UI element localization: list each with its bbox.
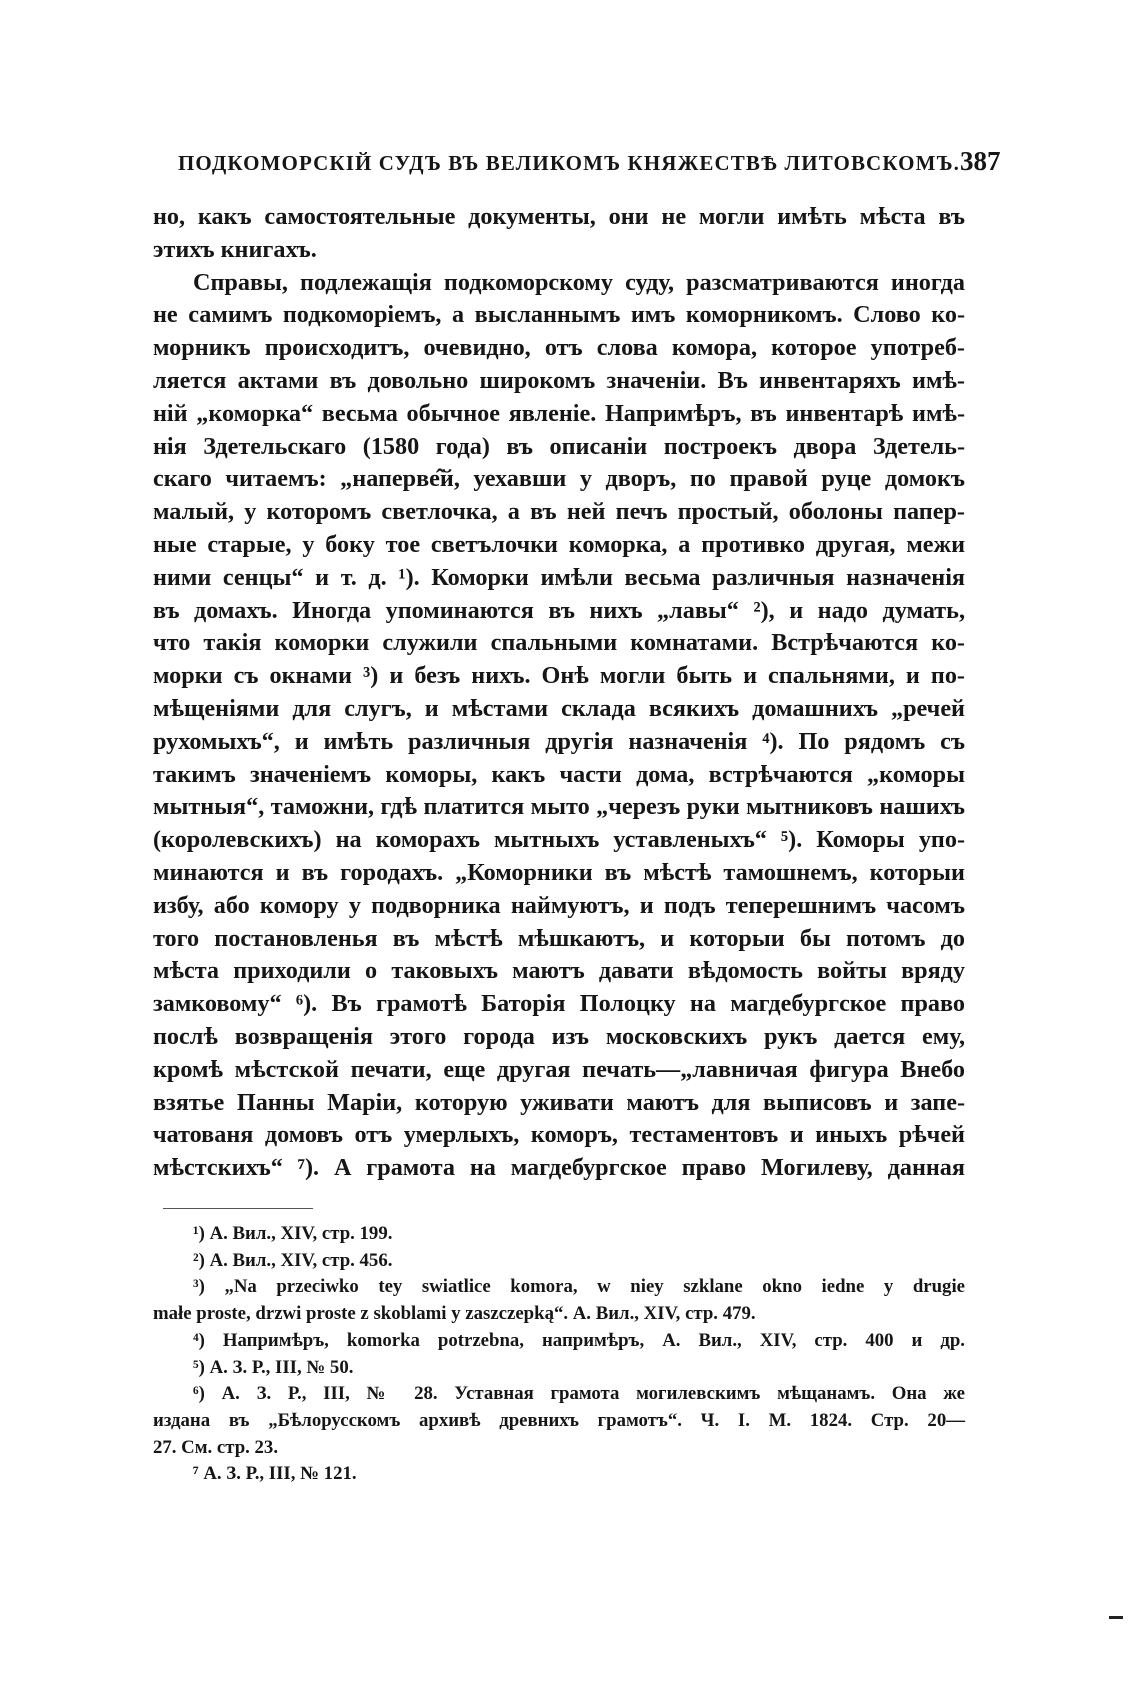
text-line: кромѣ мѣстской печати, еще другая печать—„лавничая фигура Внебо [153, 1055, 965, 1083]
footnote: ⁶) А. З. Р., III, № 28. Уставная грамота могилевскимъ мѣщанамъ. Она же [193, 1383, 965, 1405]
footnote: 27. См. стр. 23. [153, 1436, 279, 1458]
text-line: избу, або комору у подворника наймуютъ, и подъ теперешнимъ часомъ [153, 891, 965, 919]
footnote: ⁷ А. З. Р., III, № 121. [193, 1463, 357, 1485]
page-edge-mark [1109, 1616, 1123, 1619]
text-line: послѣ возвращенія этого города изъ московскихъ рукъ дается ему, [153, 1022, 965, 1050]
text-line: рухомыхъ“, и имѣть различныя другія назначенія ⁴). По рядомъ съ [153, 727, 965, 755]
text-line: нія Здетельскаго (1580 года) въ описаніи построекъ двора Здетель- [153, 432, 965, 460]
footnote: ²) А. Вил., XIV, стр. 456. [193, 1249, 393, 1271]
text-line: малый, у которомъ светлочка, а въ ней печъ простый, оболоны папер- [153, 498, 965, 526]
text-line: морки съ окнами ³) и безъ нихъ. Онѣ могли быть и спальнями, и по- [153, 662, 965, 690]
text-line: этихъ книгахъ. [153, 235, 317, 263]
text-line: ній „коморка“ весьма обычное явленіе. Напримѣръ, въ инвентарѣ имѣ- [153, 399, 965, 427]
footnotes [153, 1221, 965, 1488]
footnote: małe proste, drzwi proste z skoblami y zaszczepką“. А. Вил., XIV, стр. 479. [153, 1303, 756, 1325]
text-line: ними сенцы“ и т. д. ¹). Коморки имѣли весьма различныя назначенія [153, 563, 965, 591]
text-line: того постановленья въ мѣстѣ мѣшкаютъ, и которыи бы потомъ до [153, 924, 965, 952]
text-line: но, какъ самостоятельные документы, они не могли имѣть мѣста въ [153, 203, 965, 230]
text-line: (королевскихъ) на коморахъ мытныхъ уставленыхъ“ ⁵). Коморы упо- [153, 826, 965, 854]
text-line: взятье Панны Маріи, которую уживати маютъ для выписовъ и запе- [153, 1088, 965, 1116]
footnote: ⁵) А. З. Р., III, № 50. [193, 1356, 354, 1378]
text-line: минаются и въ городахъ. „Коморники въ мѣстѣ тамошнемъ, которыи [153, 858, 965, 886]
footnote: ³) „Na przeciwko tey swiatlice komora, w niey szklane okno iedne y drugie [193, 1276, 965, 1298]
text-line: не самимъ подкоморіемъ, а высланнымъ имъ коморникомъ. Слово ко- [153, 301, 965, 329]
footnote: ⁴) Напримѣръ, komorka potrzebna, напримѣръ, А. Вил., XIV, стр. 400 и др. [193, 1329, 965, 1351]
text-line: мѣста приходили о таковыхъ маютъ давати вѣдомость войты вряду [153, 957, 965, 985]
text-line: что такія коморки служили спальными комнатами. Встрѣчаются ко- [153, 629, 965, 657]
text-line: Справы, подлежащія подкоморскому суду, разсматриваются иногда [193, 268, 965, 296]
footnote: издана въ „Бѣлорусскомъ архивѣ древнихъ грамотъ“. Ч. I. М. 1824. Стр. 20— [153, 1409, 965, 1431]
footnote: ¹) А. Вил., XIV, стр. 199. [193, 1223, 393, 1244]
page-number: 387 [960, 146, 1001, 176]
running-title: ПОДКОМОРСКІЙ СУДЪ ВЪ ВЕЛИКОМЪ КНЯЖЕСТВѢ ЛИТОВСКОМЪ. [178, 151, 961, 175]
running-header [178, 146, 1001, 177]
text-line: въ домахъ. Иногда упоминаются въ нихъ „лавы“ ²), и надо думать, [153, 596, 965, 624]
text-line: мѣстскихъ“ ⁷). А грамота на магдебургское право Могилеву, данная [153, 1154, 965, 1182]
text-line: такимъ значеніемъ коморы, какъ части дома, встрѣчаются „коморы [153, 760, 965, 788]
text-line: чатованя домовъ отъ умерлыхъ, коморъ, тестаментовъ и иныхъ рѣчей [153, 1121, 965, 1149]
main-text [153, 201, 965, 1185]
footnote-divider [163, 1208, 313, 1209]
text-line: замковому“ ⁶). Въ грамотѣ Баторія Полоцку на магдебургское право [153, 990, 965, 1018]
text-line: скаго читаемъ: „наперве̂й, уехавши у дворъ, по правой руце домокъ [153, 465, 965, 493]
text-line: ляется актами въ довольно широкомъ значеніи. Въ инвентаряхъ имѣ- [153, 366, 965, 394]
text-line: ные старые, у боку тое светълочки коморка, а противко другая, межи [153, 530, 965, 558]
text-line: мѣщеніями для слугъ, и мѣстами склада всякихъ домашнихъ „речей [153, 694, 965, 722]
text-line: морникъ происходитъ, очевидно, отъ слова комора, которое употреб- [153, 334, 965, 362]
text-line: мытныя“, таможни, гдѣ платится мыто „черезъ руки мытниковъ нашихъ [153, 793, 965, 821]
